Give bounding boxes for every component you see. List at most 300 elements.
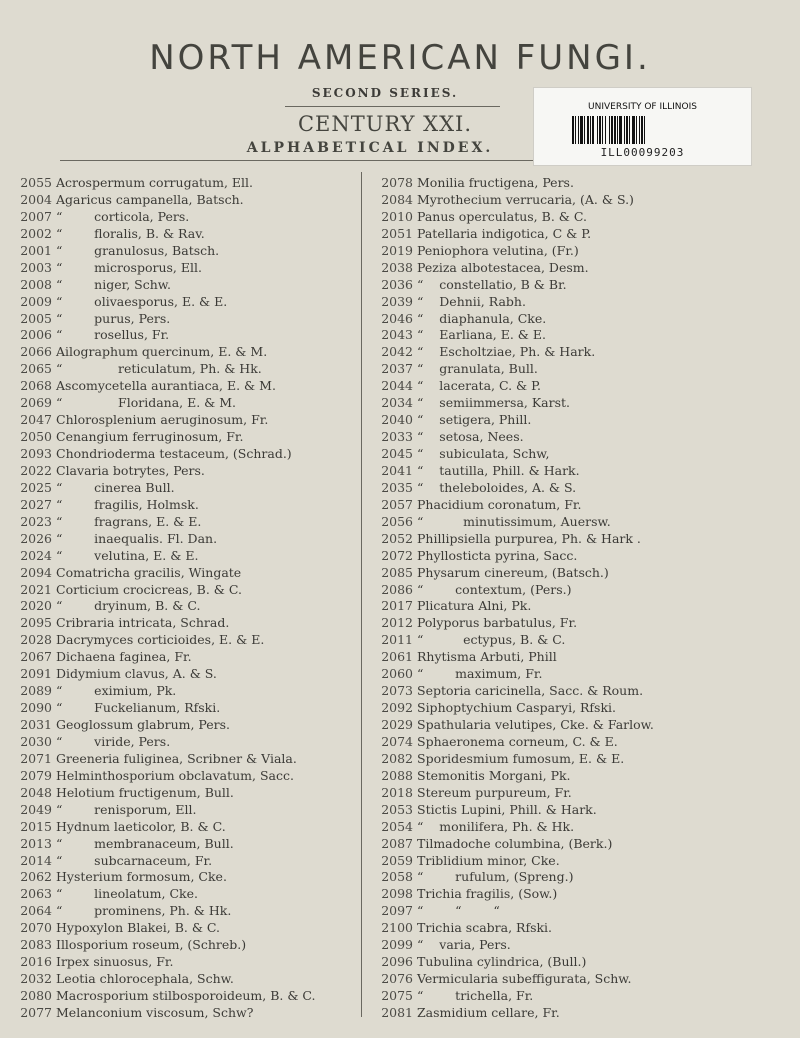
entry-species: Peniophora velutina, (Fr.) [417,242,579,258]
index-entry [373,412,793,429]
index-entry [373,480,793,497]
entry-species: “ contextum, (Pers.) [417,581,572,597]
entry-species: “ trichella, Fr. [417,988,534,1003]
entry-number: 2037 [381,361,413,377]
entry-species: Stereum purpureum, Fr. [417,784,572,800]
index-entry [373,717,793,734]
entry-number: 2038 [381,259,413,275]
index-entry [373,327,793,344]
entry-number: 2011 [381,632,413,648]
entry-species: Chlorosplenium aeruginosum, Fr. [56,412,269,428]
entry-species: “ granulata, Bull. [417,361,538,377]
entry-number: 2080 [20,988,52,1003]
entry-species: Phillipsiella purpurea, Ph. & Hark . [417,530,641,546]
entry-number: 2006 [20,327,52,343]
entry-number: 2069 [20,395,52,411]
index-entry [12,226,362,243]
entry-species: “ theleboloides, A. & S. [417,479,577,495]
index-entry [373,802,793,819]
index-entry [12,327,362,344]
entry-number: 2045 [381,446,413,461]
entry-number: 2005 [20,310,52,326]
index-entry [12,903,362,920]
index-entry [12,344,362,361]
entry-number: 2092 [381,700,413,716]
index-entry [373,531,793,548]
entry-species: “ tautilla, Phill. & Hark. [417,462,580,478]
entry-number: 2076 [381,971,413,987]
series-subtitle: SECOND SERIES. [311,86,459,100]
entry-species: “ rufulum, (Spreng.) [417,869,574,885]
entry-number: 2077 [20,1004,52,1020]
entry-species: Triblidium minor, Cke. [417,852,560,868]
entry-species: Acrospermum corrugatum, Ell. [56,175,253,190]
entry-number: 2003 [20,259,52,275]
entry-number: 2031 [20,717,52,732]
index-entry [373,768,793,785]
index-entry [12,548,362,565]
entry-number: 2054 [381,818,413,834]
index-entry [12,175,362,192]
entry-number: 2049 [20,801,52,817]
entry-species: Rhytisma Arbuti, Phill [417,649,557,665]
entry-species: Myrothecium verrucaria, (A. & S.) [417,191,634,207]
barcode-label [533,87,752,166]
index-entry [373,598,793,615]
entry-species: “ constellatio, B & Br. [417,276,567,292]
entry-number: 2027 [20,496,52,512]
page-title: NORTH AMERICAN FUNGI. [149,38,651,78]
entry-number: 2052 [381,530,413,546]
index-entry [12,886,362,903]
entry-number: 2087 [381,835,413,851]
index-heading: ALPHABETICAL INDEX. [246,140,494,156]
entry-species: Macrosporium stilbosporoideum, B. & C. [56,988,316,1003]
entry-species: “ membranaceum, Bull. [56,835,234,851]
index-entry [373,751,793,768]
entry-species: “ prominens, Ph. & Hk. [56,903,232,919]
entry-species: Plicatura Alni, Pk. [417,598,532,614]
entry-species: Septoria caricinella, Sacc. & Roum. [417,683,644,699]
entry-species: Corticium crocicreas, B. & C. [56,581,242,597]
entry-species: Hysterium formosum, Cke. [56,869,227,885]
entry-number: 2093 [20,446,52,461]
entry-species: “ corticola, Pers. [56,208,190,224]
index-entry [373,192,793,209]
entry-number: 2026 [20,530,52,546]
entry-species: “ Fuckelianum, Rfski. [56,700,221,716]
index-entry [373,226,793,243]
entry-number: 2022 [20,462,52,478]
entry-species: “ renisporum, Ell. [56,801,197,817]
index-entry [12,666,362,683]
entry-number: 2058 [381,869,413,885]
entry-number: 2029 [381,717,413,732]
entry-species: Vermicularia subeffigurata, Schw. [417,971,632,987]
entry-species: “ semiimmersa, Karst. [417,395,571,411]
entry-species: “ inaequalis. Fl. Dan. [56,530,218,546]
entry-species: “ fragrans, E. & E. [56,513,202,529]
index-entry [12,853,362,870]
entry-number: 2055 [20,175,52,190]
index-entry [373,615,793,632]
index-entry [373,311,793,328]
entry-species: Polyporus barbatulus, Fr. [417,615,578,631]
entry-species: Stictis Lupini, Phill. & Hark. [417,801,597,817]
entry-number: 2070 [20,920,52,936]
index-entry [12,954,362,971]
index-entry [373,446,793,463]
entry-species: Leotia chlorocephala, Schw. [56,971,234,987]
index-entry [12,531,362,548]
index-entry [12,734,362,751]
entry-species: “ niger, Schw. [56,276,171,292]
entry-species: “ fragilis, Holmsk. [56,496,199,512]
entry-species: “ reticulatum, Ph. & Hk. [56,361,262,377]
entry-number: 2035 [381,479,413,495]
entry-number: 2053 [381,801,413,817]
entry-number: 2002 [20,225,52,241]
index-entry [12,768,362,785]
entry-number: 2034 [381,395,413,411]
entry-number: 2001 [20,242,52,258]
entry-number: 2004 [20,191,52,207]
entry-species: “ olivaesporus, E. & E. [56,293,228,309]
entry-number: 2044 [381,378,413,394]
entry-species: Didymium clavus, A. & S. [56,666,217,682]
entry-species: “ lineolatum, Cke. [56,886,198,902]
index-entry [373,853,793,870]
index-entry [373,869,793,886]
entry-species: “ eximium, Pk. [56,683,177,699]
index-entry [12,480,362,497]
index-entry [12,988,362,1005]
index-entry [373,209,793,226]
entry-number: 2051 [381,225,413,241]
entry-number: 2088 [381,767,413,783]
entry-species: Ailographum quercinum, E. & M. [56,344,268,360]
entry-species: Spathularia velutipes, Cke. & Farlow. [417,717,654,732]
index-entry [373,903,793,920]
index-entry [373,582,793,599]
entry-number: 2078 [381,175,413,190]
index-entry [12,361,362,378]
entry-species: Geoglossum glabrum, Pers. [56,717,231,732]
entry-number: 2041 [381,462,413,478]
entry-species: “ floralis, B. & Rav. [56,225,205,241]
entry-species: “ purus, Pers. [56,310,171,326]
entry-species: Ascomycetella aurantiaca, E. & M. [56,378,276,394]
entry-species: Physarum cinereum, (Batsch.) [417,564,609,580]
entry-species: Dacrymyces corticioides, E. & E. [56,632,265,648]
entry-number: 2046 [381,310,413,326]
index-entry [12,192,362,209]
entry-number: 2079 [20,767,52,783]
index-entry [12,937,362,954]
entry-number: 2007 [20,208,52,224]
entry-species: Tubulina cylindrica, (Bull.) [417,954,587,970]
index-entry [12,632,362,649]
index-entry [12,836,362,853]
index-entry [373,463,793,480]
entry-species: “ varia, Pers. [417,937,511,953]
index-entry [12,751,362,768]
entry-number: 2083 [20,937,52,953]
entry-number: 2060 [381,666,413,682]
index-entry [12,497,362,514]
entry-species: Monilia fructigena, Pers. [417,175,574,190]
index-entry [12,446,362,463]
index-entry [373,361,793,378]
index-entry [12,598,362,615]
index-entry [12,294,362,311]
left-index-column [12,175,362,1022]
entry-species: Siphoptychium Casparyi, Rfski. [417,700,617,716]
entry-species: “ diaphanula, Cke. [417,310,547,326]
index-entry [12,243,362,260]
entry-species: Zasmidium cellare, Fr. [417,1004,560,1020]
entry-species: Stemonitis Morgani, Pk. [417,767,571,783]
index-entry [373,294,793,311]
entry-species: Sphaeronema corneum, C. & E. [417,733,618,749]
index-entry [12,615,362,632]
entry-number: 2056 [381,513,413,529]
index-entry [12,260,362,277]
entry-species: Greeneria fuliginea, Scribner & Viala. [56,750,297,766]
index-entry [373,277,793,294]
entry-species: Tilmadoche columbina, (Berk.) [417,835,613,851]
index-entry [373,666,793,683]
century-heading: CENTURY XXI. [297,112,473,136]
entry-species: Illosporium roseum, (Schreb.) [56,937,247,953]
entry-number: 2013 [20,835,52,851]
entry-number: 2024 [20,547,52,563]
index-entry [373,632,793,649]
entry-species: “ rosellus, Fr. [56,327,170,343]
index-entry [12,514,362,531]
entry-species: Phacidium coronatum, Fr. [417,496,582,512]
entry-species: Trichia fragilis, (Sow.) [417,886,558,902]
title-rule [285,106,500,107]
index-entry [12,819,362,836]
barcode-number: ILL00099203 [600,146,685,159]
index-entry [373,429,793,446]
index-entry [12,277,362,294]
entry-number: 2008 [20,276,52,292]
entry-species: Cenangium ferruginosum, Fr. [56,429,244,445]
index-entry [373,514,793,531]
entry-number: 2095 [20,615,52,631]
entry-number: 2030 [20,733,52,749]
entry-number: 2047 [20,412,52,428]
entry-number: 2100 [381,920,413,936]
entry-number: 2091 [20,666,52,682]
index-entry [373,836,793,853]
entry-number: 2050 [20,429,52,445]
entry-species: Dichaena faginea, Fr. [56,649,192,665]
entry-species: “ setosa, Nees. [417,429,524,445]
entry-number: 2014 [20,852,52,868]
entry-species: Irpex sinuosus, Fr. [56,954,174,970]
entry-number: 2089 [20,683,52,699]
entry-species: “ minutissimum, Auersw. [417,513,611,529]
index-entry [373,649,793,666]
entry-species: “ Dehnii, Rabh. [417,293,526,309]
entry-number: 2086 [381,581,413,597]
index-entry [12,395,362,412]
entry-species: “ maximum, Fr. [417,666,543,682]
entry-species: “ ectypus, B. & C. [417,632,566,648]
entry-number: 2071 [20,750,52,766]
index-entry [12,717,362,734]
entry-number: 2098 [381,886,413,902]
index-entry [12,463,362,480]
entry-number: 2025 [20,479,52,495]
entry-species: Patellaria indigotica, C & P. [417,225,592,241]
index-entry [12,378,362,395]
entry-species: “ cinerea Bull. [56,479,175,495]
entry-species: Trichia scabra, Rfski. [417,920,553,936]
entry-number: 2019 [381,242,413,258]
entry-species: “ viride, Pers. [56,733,171,749]
entry-number: 2090 [20,700,52,716]
index-entry [373,344,793,361]
entry-species: “ microsporus, Ell. [56,259,202,275]
index-entry [12,311,362,328]
entry-species: Helminthosporium obclavatum, Sacc. [56,767,294,783]
entry-number: 2048 [20,784,52,800]
entry-number: 2039 [381,293,413,309]
entry-number: 2066 [20,344,52,360]
entry-number: 2062 [20,869,52,885]
entry-number: 2012 [381,615,413,631]
index-entry [373,260,793,277]
index-entry [12,1005,362,1022]
entry-number: 2009 [20,293,52,309]
entry-species: Melanconium viscosum, Schw? [56,1004,254,1020]
index-entry [12,683,362,700]
entry-number: 2082 [381,750,413,766]
entry-species: “ Floridana, E. & M. [56,395,237,411]
index-entry [373,988,793,1005]
entry-number: 2097 [381,903,413,919]
entry-number: 2021 [20,581,52,597]
entry-number: 2015 [20,818,52,834]
entry-species: “ monilifera, Ph. & Hk. [417,818,575,834]
index-entry [373,683,793,700]
entry-number: 2016 [20,954,52,970]
entry-species: “ lacerata, C. & P. [417,378,541,394]
entry-species: Hydnum laeticolor, B. & C. [56,818,226,834]
index-entry [373,548,793,565]
entry-species: “ subcarnaceum, Fr. [56,852,213,868]
index-entry [373,395,793,412]
index-entry [373,954,793,971]
entry-species: “ Earliana, E. & E. [417,327,547,343]
index-entry [373,785,793,802]
entry-number: 2081 [381,1004,413,1020]
entry-species: Helotium fructigenum, Bull. [56,784,234,800]
entry-species: “ Escholtziae, Ph. & Hark. [417,344,596,360]
index-entry [12,700,362,717]
institution-label: UNIVERSITY OF ILLINOIS [588,102,697,112]
entry-number: 2065 [20,361,52,377]
entry-number: 2063 [20,886,52,902]
index-entry [12,785,362,802]
index-entry [12,649,362,666]
index-entry [373,243,793,260]
entry-species: Panus operculatus, B. & C. [417,208,587,224]
entry-species: “ subiculata, Schw, [417,446,550,461]
entry-species: Comatricha gracilis, Wingate [56,564,242,580]
index-entry [373,497,793,514]
entry-number: 2036 [381,276,413,292]
entry-number: 2057 [381,496,413,512]
index-entry [373,886,793,903]
entry-species: Agaricus campanella, Batsch. [56,191,244,207]
entry-species: “ setigera, Phill. [417,412,532,428]
entry-number: 2094 [20,564,52,580]
entry-number: 2020 [20,598,52,614]
right-index-column [373,175,793,1022]
index-entry [373,734,793,751]
index-entry [373,819,793,836]
entry-number: 2099 [381,937,413,953]
entry-species: “ velutina, E. & E. [56,547,199,563]
entry-number: 2040 [381,412,413,428]
entry-species: Chondrioderma testaceum, (Schrad.) [56,446,292,461]
index-entry [373,1005,793,1022]
index-entry [373,937,793,954]
index-entry [12,412,362,429]
index-entry [373,700,793,717]
entry-number: 2084 [381,191,413,207]
entry-species: Hypoxylon Blakei, B. & C. [56,920,221,936]
entry-number: 2043 [381,327,413,343]
barcode-icon [572,116,713,144]
index-entry [373,378,793,395]
entry-number: 2064 [20,903,52,919]
entry-number: 2010 [381,208,413,224]
entry-species: Clavaria botrytes, Pers. [56,462,205,478]
entry-number: 2075 [381,988,413,1003]
entry-number: 2017 [381,598,413,614]
entry-number: 2032 [20,971,52,987]
entry-number: 2067 [20,649,52,665]
entry-species: Phyllosticta pyrina, Sacc. [417,547,578,563]
entry-species: “ “ “ [417,903,500,919]
index-entry [373,920,793,937]
entry-number: 2068 [20,378,52,394]
entry-species: “ dryinum, B. & C. [56,598,201,614]
index-entry [373,971,793,988]
entry-number: 2072 [381,547,413,563]
entry-number: 2018 [381,784,413,800]
entry-species: Peziza albotestacea, Desm. [417,259,589,275]
entry-species: Sporidesmium fumosum, E. & E. [417,750,625,766]
entry-number: 2073 [381,683,413,699]
index-entry [12,971,362,988]
index-entry [12,920,362,937]
entry-number: 2023 [20,513,52,529]
index-entry [373,565,793,582]
entry-number: 2028 [20,632,52,648]
entry-species: Cribraria intricata, Schrad. [56,615,230,631]
index-entry [12,209,362,226]
index-entry [12,565,362,582]
index-entry [12,429,362,446]
entry-number: 2085 [381,564,413,580]
